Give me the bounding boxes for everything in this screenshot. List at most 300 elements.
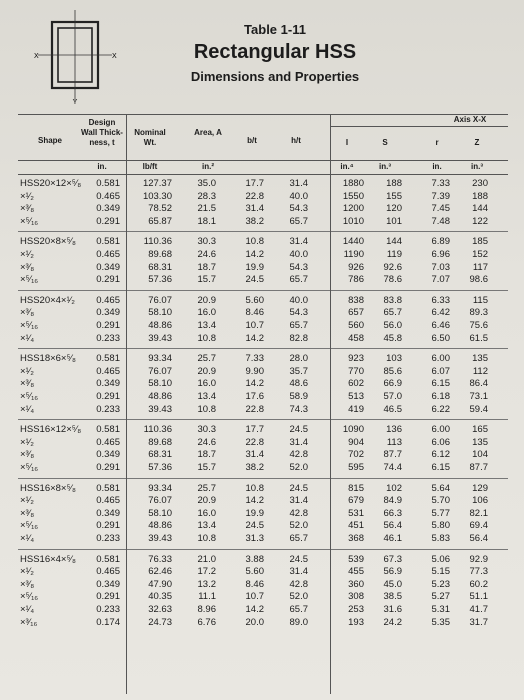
cell-Z: 86.4 (469, 378, 488, 390)
cell-A: 10.8 (197, 403, 216, 415)
cell-ht: 65.7 (289, 274, 308, 286)
cell-S: 66.3 (383, 507, 402, 519)
cell-t: 0.581 (96, 482, 120, 494)
cell-Z: 56.4 (469, 533, 488, 544)
cell-wt: 57.36 (148, 462, 172, 473)
cell-r: 7.07 (431, 274, 450, 286)
cell-wt: 78.52 (148, 203, 172, 215)
cell-A: 24.6 (197, 436, 216, 448)
cell-wt: 39.43 (148, 332, 172, 344)
cell-A: 21.0 (197, 553, 216, 565)
cell-bt: 14.2 (245, 378, 264, 390)
cell-r: 5.06 (431, 553, 450, 565)
cell-bt: 3.88 (245, 553, 264, 565)
cell-shape: ×³⁄₈ (20, 307, 35, 319)
cell-Z: 73.1 (469, 391, 488, 402)
cell-wt: 89.68 (148, 436, 172, 448)
cell-Z: 69.4 (469, 520, 488, 532)
cell-ht: 74.3 (289, 403, 308, 415)
cell-A: 8.96 (197, 604, 216, 615)
cell-I: 308 (348, 591, 364, 603)
group-divider (18, 348, 508, 349)
cell-shape: ×¹⁄₄ (20, 332, 35, 344)
cell-I: 838 (348, 294, 364, 306)
table-title: Rectangular HSS (193, 41, 357, 63)
cell-bt: 19.9 (245, 507, 264, 519)
hss-section-diagram (30, 4, 120, 104)
cell-Z: 188 (472, 190, 488, 202)
cell-shape: ×¹⁄₄ (20, 604, 35, 615)
cell-I: 815 (348, 482, 364, 494)
cell-I: 539 (348, 553, 364, 565)
cell-t: 0.291 (96, 391, 120, 402)
cell-S: 57.0 (383, 391, 402, 402)
header-area: Area, A (194, 128, 222, 137)
cell-t: 0.174 (96, 616, 120, 628)
cell-ht: 54.3 (289, 203, 308, 215)
cell-ht: 28.0 (289, 353, 308, 365)
cell-bt: 10.8 (245, 482, 264, 494)
cell-r: 6.15 (431, 462, 450, 473)
cell-shape: ×³⁄₈ (20, 578, 35, 590)
cell-Z: 152 (472, 249, 488, 260)
cell-shape: ×⁵⁄₁₆ (20, 520, 39, 532)
cell-Z: 144 (472, 203, 488, 215)
cell-A: 25.7 (197, 353, 216, 365)
cell-r: 7.03 (431, 261, 450, 273)
cell-I: 360 (348, 578, 364, 590)
cell-shape: ×³⁄₈ (20, 378, 35, 390)
cell-bt: 10.8 (245, 236, 264, 248)
cell-Z: 87.7 (469, 462, 488, 473)
cell-Z: 41.7 (469, 604, 488, 615)
cell-ht: 31.4 (289, 178, 308, 189)
cell-I: 253 (348, 604, 364, 615)
header-nominal-wt: Nominal Wt. (134, 128, 166, 147)
cell-shape: ×⁵⁄₁₆ (20, 215, 39, 227)
cell-A: 21.5 (197, 203, 216, 215)
cell-I: 455 (348, 566, 364, 578)
group-divider (18, 231, 508, 232)
cell-I: 1440 (342, 236, 364, 248)
cell-shape: HSS16×8×⁵⁄₈ (20, 482, 76, 494)
cell-t: 0.581 (96, 236, 120, 248)
cell-bt: 38.2 (245, 462, 264, 473)
cell-wt: 48.86 (148, 520, 172, 532)
cell-ht: 24.5 (289, 553, 308, 565)
cell-r: 6.96 (431, 249, 450, 260)
cell-bt: 8.46 (245, 578, 264, 590)
unit-r: in. (432, 162, 442, 171)
cell-S: 56.9 (383, 566, 402, 578)
cell-A: 20.9 (197, 294, 216, 306)
cell-t: 0.465 (96, 294, 120, 306)
cell-r: 5.31 (431, 604, 450, 615)
cell-ht: 42.8 (289, 507, 308, 519)
cell-shape: ×⁵⁄₁₆ (20, 391, 39, 402)
cell-ht: 89.0 (289, 616, 308, 628)
cell-bt: 9.90 (245, 365, 264, 377)
cell-t: 0.291 (96, 320, 120, 331)
cell-shape: ×¹⁄₄ (20, 533, 35, 544)
cell-I: 1010 (342, 215, 364, 227)
cell-bt: 24.5 (245, 274, 264, 286)
cell-S: 74.4 (383, 462, 402, 473)
cell-S: 103 (386, 353, 402, 365)
cell-bt: 22.8 (245, 190, 264, 202)
cell-ht: 24.5 (289, 424, 308, 436)
cell-S: 24.2 (383, 616, 402, 628)
cell-A: 20.9 (197, 365, 216, 377)
cell-ht: 42.8 (289, 578, 308, 590)
header-S: S (382, 138, 388, 147)
cell-r: 6.18 (431, 391, 450, 402)
cell-ht: 40.0 (289, 249, 308, 260)
cell-r: 6.46 (431, 320, 450, 331)
cell-t: 0.581 (96, 424, 120, 436)
cell-Z: 92.9 (469, 553, 488, 565)
cell-S: 87.7 (383, 449, 402, 461)
cell-bt: 8.46 (245, 307, 264, 319)
cell-Z: 75.6 (469, 320, 488, 331)
cell-Z: 112 (472, 365, 488, 377)
cell-S: 113 (386, 436, 402, 448)
cell-I: 451 (348, 520, 364, 532)
cell-ht: 40.0 (289, 294, 308, 306)
cell-bt: 5.60 (245, 566, 264, 578)
cell-shape: ×¹⁄₂ (20, 249, 34, 260)
cell-S: 56.0 (383, 320, 402, 331)
cell-I: 679 (348, 495, 364, 507)
cell-shape: ×¹⁄₂ (20, 365, 34, 377)
cell-ht: 58.9 (289, 391, 308, 402)
cell-t: 0.233 (96, 533, 120, 544)
cell-r: 5.80 (431, 520, 450, 532)
cell-Z: 31.7 (469, 616, 488, 628)
header-axis-group: Axis X-X (453, 115, 487, 124)
cell-S: 46.5 (383, 403, 402, 415)
unit-thickness: in. (97, 162, 107, 171)
cell-S: 45.0 (383, 578, 402, 590)
cell-bt: 10.7 (245, 591, 264, 603)
cell-S: 119 (386, 249, 402, 260)
cell-Z: 135 (472, 436, 488, 448)
cell-S: 66.9 (383, 378, 402, 390)
cell-A: 11.1 (198, 591, 216, 603)
cell-bt: 31.4 (245, 449, 264, 461)
cell-bt: 38.2 (245, 215, 264, 227)
cell-I: 657 (348, 307, 364, 319)
cell-bt: 14.2 (245, 332, 264, 344)
cell-A: 10.8 (197, 332, 216, 344)
cell-bt: 22.8 (245, 436, 264, 448)
cell-r: 7.39 (431, 190, 450, 202)
cell-S: 56.4 (383, 520, 402, 532)
header-b-t: b/t (247, 136, 257, 145)
cell-wt: 24.73 (148, 616, 172, 628)
cell-S: 102 (386, 482, 402, 494)
unit-Z: in.³ (471, 162, 483, 171)
cell-S: 188 (386, 178, 402, 189)
unit-area: in.² (202, 162, 214, 171)
cell-t: 0.465 (96, 249, 120, 260)
cell-A: 13.2 (197, 578, 216, 590)
cell-ht: 65.7 (289, 320, 308, 331)
cell-A: 18.7 (197, 261, 216, 273)
cell-t: 0.291 (96, 520, 120, 532)
cell-ht: 35.7 (289, 365, 308, 377)
cell-wt: 76.07 (148, 365, 172, 377)
cell-r: 5.83 (431, 533, 450, 544)
cell-wt: 58.10 (148, 507, 172, 519)
header-r: r (435, 138, 439, 147)
cell-bt: 7.33 (245, 353, 264, 365)
cell-bt: 17.7 (245, 424, 264, 436)
cell-S: 85.6 (383, 365, 402, 377)
cell-r: 6.42 (431, 307, 450, 319)
cell-shape: HSS20×4×¹⁄₂ (20, 294, 75, 306)
cell-wt: 68.31 (148, 449, 172, 461)
cell-I: 602 (348, 378, 364, 390)
cell-wt: 58.10 (148, 378, 172, 390)
cell-t: 0.465 (96, 190, 120, 202)
cell-ht: 52.0 (289, 462, 308, 473)
table-subtitle: Dimensions and Properties (190, 69, 360, 84)
cell-bt: 14.2 (245, 249, 264, 260)
cell-r: 5.64 (431, 482, 450, 494)
cell-wt: 62.46 (148, 566, 172, 578)
cell-r: 6.50 (431, 332, 450, 344)
unit-S: in.³ (379, 162, 391, 171)
cell-shape: ×³⁄₈ (20, 261, 35, 273)
cell-bt: 24.5 (245, 520, 264, 532)
cell-bt: 10.7 (245, 320, 264, 331)
cell-S: 45.8 (383, 332, 402, 344)
cell-shape: ×³⁄₁₆ (20, 616, 38, 628)
cell-Z: 89.3 (469, 307, 488, 319)
cell-S: 78.6 (383, 274, 402, 286)
cell-I: 193 (348, 616, 364, 628)
cell-t: 0.349 (96, 578, 120, 590)
cell-ht: 65.7 (289, 604, 308, 615)
cell-t: 0.465 (96, 495, 120, 507)
cell-S: 136 (386, 424, 402, 436)
cell-shape: ×⁵⁄₁₆ (20, 320, 39, 331)
table-number: Table 1-11 (244, 22, 306, 37)
cell-ht: 65.7 (289, 215, 308, 227)
cell-I: 595 (348, 462, 364, 473)
diagram-x-label-left: X (34, 53, 39, 60)
group-divider (18, 419, 508, 420)
cell-r: 6.15 (431, 378, 450, 390)
cell-ht: 48.6 (289, 378, 308, 390)
cell-shape: ×³⁄₈ (20, 507, 35, 519)
table-header (0, 114, 524, 176)
cell-I: 419 (348, 403, 364, 415)
cell-wt: 76.07 (148, 294, 172, 306)
cell-A: 6.76 (197, 616, 216, 628)
cell-ht: 52.0 (289, 591, 308, 603)
cell-r: 7.45 (431, 203, 450, 215)
cell-Z: 104 (472, 449, 488, 461)
cell-t: 0.581 (96, 353, 120, 365)
cell-Z: 106 (472, 495, 488, 507)
cell-wt: 127.37 (142, 178, 172, 189)
cell-A: 35.0 (197, 178, 216, 189)
cell-I: 904 (348, 436, 364, 448)
cell-wt: 57.36 (148, 274, 172, 286)
cell-t: 0.349 (96, 378, 120, 390)
cell-A: 25.7 (197, 482, 216, 494)
cell-I: 458 (348, 332, 364, 344)
cell-ht: 42.8 (289, 449, 308, 461)
cell-Z: 165 (472, 424, 488, 436)
cell-ht: 52.0 (289, 520, 308, 532)
cell-A: 28.3 (197, 190, 216, 202)
cell-r: 5.35 (431, 616, 450, 628)
header-shape: Shape (37, 136, 62, 145)
cell-shape: ×⁵⁄₁₆ (20, 591, 39, 603)
cell-bt: 14.2 (245, 495, 264, 507)
cell-r: 5.27 (431, 591, 450, 603)
cell-Z: 82.1 (469, 507, 488, 519)
unit-I: in.⁴ (340, 162, 354, 171)
cell-ht: 40.0 (289, 190, 308, 202)
cell-t: 0.291 (96, 215, 120, 227)
group-divider (18, 290, 508, 291)
cell-r: 7.48 (431, 215, 450, 227)
cell-t: 0.291 (96, 462, 120, 473)
cell-A: 30.3 (197, 424, 216, 436)
title-block (160, 22, 390, 84)
cell-A: 13.4 (197, 391, 216, 402)
cell-t: 0.465 (96, 566, 120, 578)
cell-bt: 14.2 (245, 604, 264, 615)
cell-I: 786 (348, 274, 364, 286)
cell-wt: 68.31 (148, 261, 172, 273)
cell-wt: 32.63 (148, 604, 172, 615)
cell-t: 0.349 (96, 449, 120, 461)
cell-I: 770 (348, 365, 364, 377)
cell-ht: 54.3 (289, 307, 308, 319)
cell-A: 30.3 (197, 236, 216, 248)
cell-shape: HSS20×8×⁵⁄₈ (20, 236, 76, 248)
cell-wt: 39.43 (148, 533, 172, 544)
cell-wt: 48.86 (148, 391, 172, 402)
cell-I: 1880 (342, 178, 364, 189)
cell-r: 5.70 (431, 495, 450, 507)
cell-I: 926 (348, 261, 364, 273)
header-h-t: h/t (291, 136, 301, 145)
cell-bt: 17.6 (245, 391, 264, 402)
cell-A: 24.6 (197, 249, 216, 260)
cell-r: 6.07 (431, 365, 450, 377)
cell-r: 5.77 (431, 507, 450, 519)
cell-t: 0.349 (96, 307, 120, 319)
cell-bt: 5.60 (245, 294, 264, 306)
cell-A: 16.0 (197, 378, 216, 390)
cell-I: 1550 (342, 190, 364, 202)
cell-r: 6.33 (431, 294, 450, 306)
cell-shape: ×³⁄₈ (20, 449, 35, 461)
cell-r: 5.23 (431, 578, 450, 590)
cell-wt: 65.87 (148, 215, 172, 227)
cell-wt: 76.33 (148, 553, 172, 565)
cell-Z: 115 (472, 294, 488, 306)
diagram-x-label-right: X (112, 53, 117, 60)
cell-wt: 103.30 (142, 190, 172, 202)
cell-t: 0.233 (96, 604, 120, 615)
cell-bt: 22.8 (245, 403, 264, 415)
cell-shape: ×¹⁄₂ (20, 190, 34, 202)
cell-shape: ×³⁄₈ (20, 203, 35, 215)
cell-ht: 31.4 (289, 436, 308, 448)
cell-Z: 135 (472, 353, 488, 365)
cell-Z: 185 (472, 236, 488, 248)
cell-I: 1200 (342, 203, 364, 215)
cell-Z: 230 (472, 178, 488, 189)
cell-t: 0.291 (96, 274, 120, 286)
cell-S: 144 (386, 236, 402, 248)
cell-S: 83.8 (383, 294, 402, 306)
cell-r: 6.06 (431, 436, 450, 448)
cell-Z: 61.5 (469, 332, 488, 344)
cell-wt: 93.34 (148, 353, 172, 365)
cell-A: 17.2 (197, 566, 216, 578)
cell-r: 5.15 (431, 566, 450, 578)
cell-wt: 58.10 (148, 307, 172, 319)
cell-Z: 122 (472, 215, 488, 227)
cell-Z: 98.6 (469, 274, 488, 286)
cell-wt: 39.43 (148, 403, 172, 415)
cell-wt: 93.34 (148, 482, 172, 494)
cell-I: 560 (348, 320, 364, 331)
cell-Z: 59.4 (469, 403, 488, 415)
cell-wt: 76.07 (148, 495, 172, 507)
cell-shape: ×¹⁄₂ (20, 566, 34, 578)
cell-t: 0.465 (96, 436, 120, 448)
group-divider (18, 549, 508, 550)
cell-t: 0.233 (96, 332, 120, 344)
cell-t: 0.233 (96, 403, 120, 415)
cell-I: 531 (348, 507, 364, 519)
cell-S: 65.7 (383, 307, 402, 319)
cell-wt: 110.36 (143, 424, 172, 436)
cell-t: 0.349 (96, 203, 120, 215)
cell-A: 10.8 (197, 533, 216, 544)
cell-S: 46.1 (383, 533, 402, 544)
cell-S: 84.9 (383, 495, 402, 507)
cell-S: 155 (386, 190, 402, 202)
header-Z: Z (474, 138, 480, 147)
cell-shape: HSS16×4×⁵⁄₈ (20, 553, 76, 565)
cell-S: 31.6 (383, 604, 402, 615)
cell-t: 0.349 (96, 507, 120, 519)
cell-shape: ×⁵⁄₁₆ (20, 274, 39, 286)
unit-weight: lb/ft (142, 162, 158, 171)
cell-Z: 77.3 (469, 566, 488, 578)
cell-shape: HSS16×12×⁵⁄₈ (20, 424, 82, 436)
cell-Z: 60.2 (469, 578, 488, 590)
cell-ht: 31.4 (289, 495, 308, 507)
cell-r: 6.22 (431, 403, 450, 415)
cell-wt: 89.68 (148, 249, 172, 260)
cell-A: 16.0 (197, 307, 216, 319)
header-wall-thickness: Design Wall Thick-ness, t (81, 118, 123, 147)
cell-shape: ×¹⁄₄ (20, 403, 35, 415)
cell-S: 67.3 (383, 553, 402, 565)
cell-A: 15.7 (197, 274, 216, 286)
